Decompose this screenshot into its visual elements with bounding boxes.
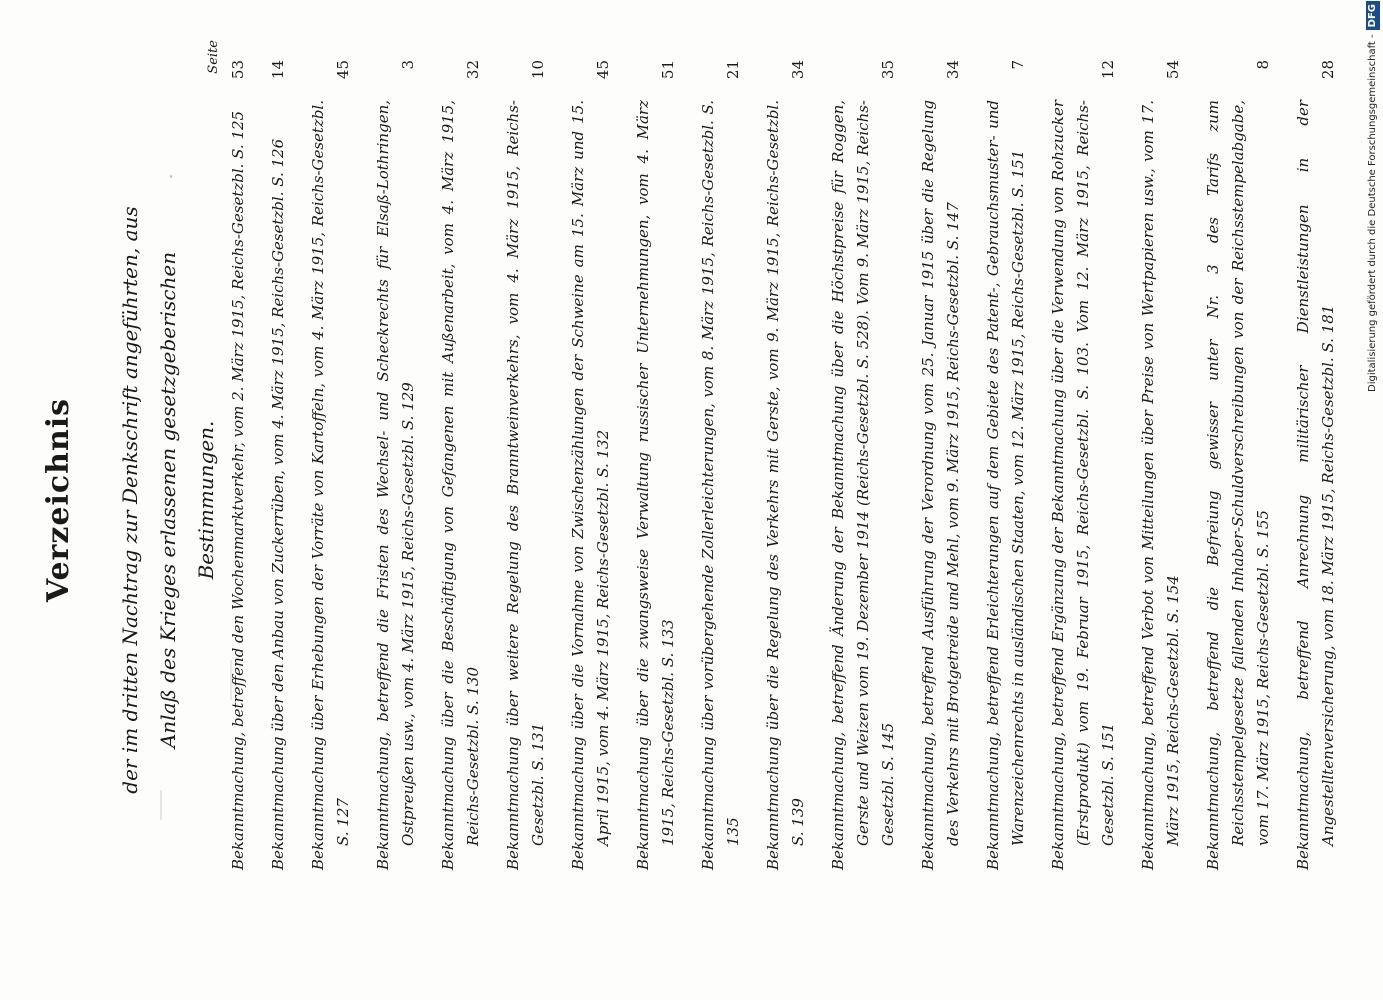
toc-entry-page: 10: [529, 60, 547, 80]
toc-entry-page: 45: [594, 60, 612, 80]
toc-entry: [1046, 60, 1121, 870]
seite-column-header: Seite: [206, 40, 221, 74]
toc-entry: [1201, 60, 1276, 870]
toc-entry-page: 32: [464, 60, 482, 80]
toc-entry-text: Bekanntmachung, betreffend Verbot von Mitteilungen über Preise von Wertpapieren usw., vom 17. März 1915, Reichs-Gesetzbl. S. 154: [1139, 100, 1182, 870]
toc-entry: [696, 60, 746, 870]
toc-entry-page: 3: [399, 60, 417, 70]
toc-entry: [1136, 60, 1186, 870]
toc-entry: [566, 60, 616, 870]
toc-entry: [306, 60, 356, 870]
toc-entry-page: 54: [1164, 60, 1182, 80]
toc-entry-text: Bekanntmachung, betreffend die Befreiung gewisser unter Nr. 3 des Tarifs zum Reichsstempelgesetze fallenden Inhaber-Schuldverschreibungen von der Reichsstempelabgabe, vom 17. März 1915, Reichs-Gesetzbl. S. 155: [1204, 100, 1272, 870]
toc-entry: [981, 60, 1031, 870]
toc-entry-page: 8: [1254, 60, 1272, 70]
toc-entry: [631, 60, 681, 870]
toc-entry-page: 51: [659, 60, 677, 80]
toc-entry-page: 53: [229, 60, 247, 80]
toc-entry: [226, 60, 251, 870]
page-title: Verzeichnis: [41, 397, 76, 603]
toc-entry: [1291, 60, 1341, 870]
toc-entry-page: 21: [724, 60, 742, 80]
dfg-logo: DFG: [1366, 1, 1380, 30]
toc-entry-page: 7: [1009, 60, 1027, 70]
toc-entry-page: 45: [334, 60, 352, 80]
toc-entry-text: Bekanntmachung über die Regelung des Verkehrs mit Gerste, vom 9. März 1915, Reichs-Gesetzbl. S. 139: [764, 100, 807, 870]
toc-entry-text: Bekanntmachung über weitere Regelung des Branntweinverkehrs, vom 4. März 1915, Reichs-Gesetzbl. S. 131: [504, 100, 547, 870]
toc-entry-text: Bekanntmachung, betreffend Ausführung der Verordnung vom 25. Januar 1915 über die Regelung des Verkehrs mit Brotgetreide und Mehl, vom 9. März 1915, Reichs-Gesetzbl. S. 147: [919, 100, 962, 870]
toc-entry-text: Bekanntmachung über den Anbau von Zuckerrüben, vom 4. März 1915, Reichs-Gesetzbl. S. 126: [269, 138, 287, 870]
toc-entry: [826, 60, 901, 870]
toc-entry: [501, 60, 551, 870]
toc-entry: [761, 60, 811, 870]
toc-entry-text: Bekanntmachung über vorübergehende Zollerleichterungen, vom 8. März 1915, Reichs-Gesetzbl. S. 135: [699, 100, 742, 870]
rotated-document-page: [0, 10, 1337, 990]
credit-text: Digitalisierung gefördert durch die Deutsche Forschungsgemeinschaft -: [1367, 34, 1378, 392]
toc-entry-page: 14: [269, 60, 287, 80]
toc-entry-text: Bekanntmachung über die Vornahme von Zwischenzählungen der Schweine am 15. März und 15. April 1915, vom 4. März 1915, Reichs-Gesetzbl. S. 132: [569, 100, 612, 870]
digitization-credit: [1366, 4, 1380, 392]
toc-entry: [916, 60, 966, 870]
toc-entry: [436, 60, 486, 870]
page-subtitle: der im dritten Nachtrag zur Denkschrift angeführten, aus Anlaß des Krieges erlassenen gesetzgeberischen Bestimmungen.: [118, 206, 218, 794]
toc-entry-text: Bekanntmachung über die Beschäftigung von Gefangenen mit Außenarbeit, vom 4. März 1915, Reichs-Gesetzbl. S. 130: [439, 100, 482, 870]
toc-entry-page: 12: [1099, 60, 1117, 80]
toc-entry: [371, 60, 421, 870]
toc-entry-text: Bekanntmachung, betreffend Erleichterungen auf dem Gebiete des Patent-, Gebrauchsmuster- und Warenzeichenrechts in ausländischen Staaten, vom 12. März 1915, Reichs-Gesetzbl. S. 151: [984, 100, 1027, 870]
toc-entry-text: Bekanntmachung über die zwangsweise Verwaltung russischer Unternehmungen, vom 4. März 1915, Reichs-Gesetzbl. S. 133: [634, 100, 677, 870]
toc-entry-text: Bekanntmachung, betreffend den Wochenmarktverkehr, vom 2. März 1915, Reichs-Gesetzbl. S. 125: [229, 110, 247, 870]
toc-entry-text: Bekanntmachung, betreffend die Fristen des Wechsel- und Scheckrechts für Elsaß-Lothringen, Ostpreußen usw., vom 4. März 1915, Reichs-Gesetzbl. S. 129: [374, 100, 417, 870]
toc-entry-text: Bekanntmachung über Erhebungen der Vorräte von Kartoffeln, vom 4. März 1915, Reichs-Gesetzbl. S. 127: [309, 100, 352, 870]
toc-entry-page: 35: [879, 60, 897, 80]
toc-entry-page: 34: [944, 60, 962, 80]
toc-entry: [266, 60, 291, 870]
toc-entry-page: 34: [789, 60, 807, 80]
toc-entry-page: 28: [1319, 60, 1337, 80]
toc-entry-text: Bekanntmachung, betreffend Ergänzung der Bekanntmachung über die Verwendung von Rohzucker (Erstprodukt) vom 19. Februar 1915, Reichs-Gesetzbl. S. 103. Vom 12. März 1915, Reichs-Gesetzbl. S. 151: [1049, 100, 1117, 870]
table-of-contents: [226, 60, 1356, 870]
toc-entry-text: Bekanntmachung, betreffend Anrechnung militärischer Dienstleistungen in der Angestelltenversicherung, vom 18. März 1915, Reichs-Gesetzbl. S. 181: [1294, 100, 1337, 870]
toc-entry-text: Bekanntmachung, betreffend Änderung der Bekanntmachung über die Höchstpreise für Roggen, Gerste und Weizen vom 19. Dezember 1914 (Reichs-Gesetzbl. S. 528). Vom 9. März 1915, Reichs-Gesetzbl. S. 145: [829, 100, 897, 870]
